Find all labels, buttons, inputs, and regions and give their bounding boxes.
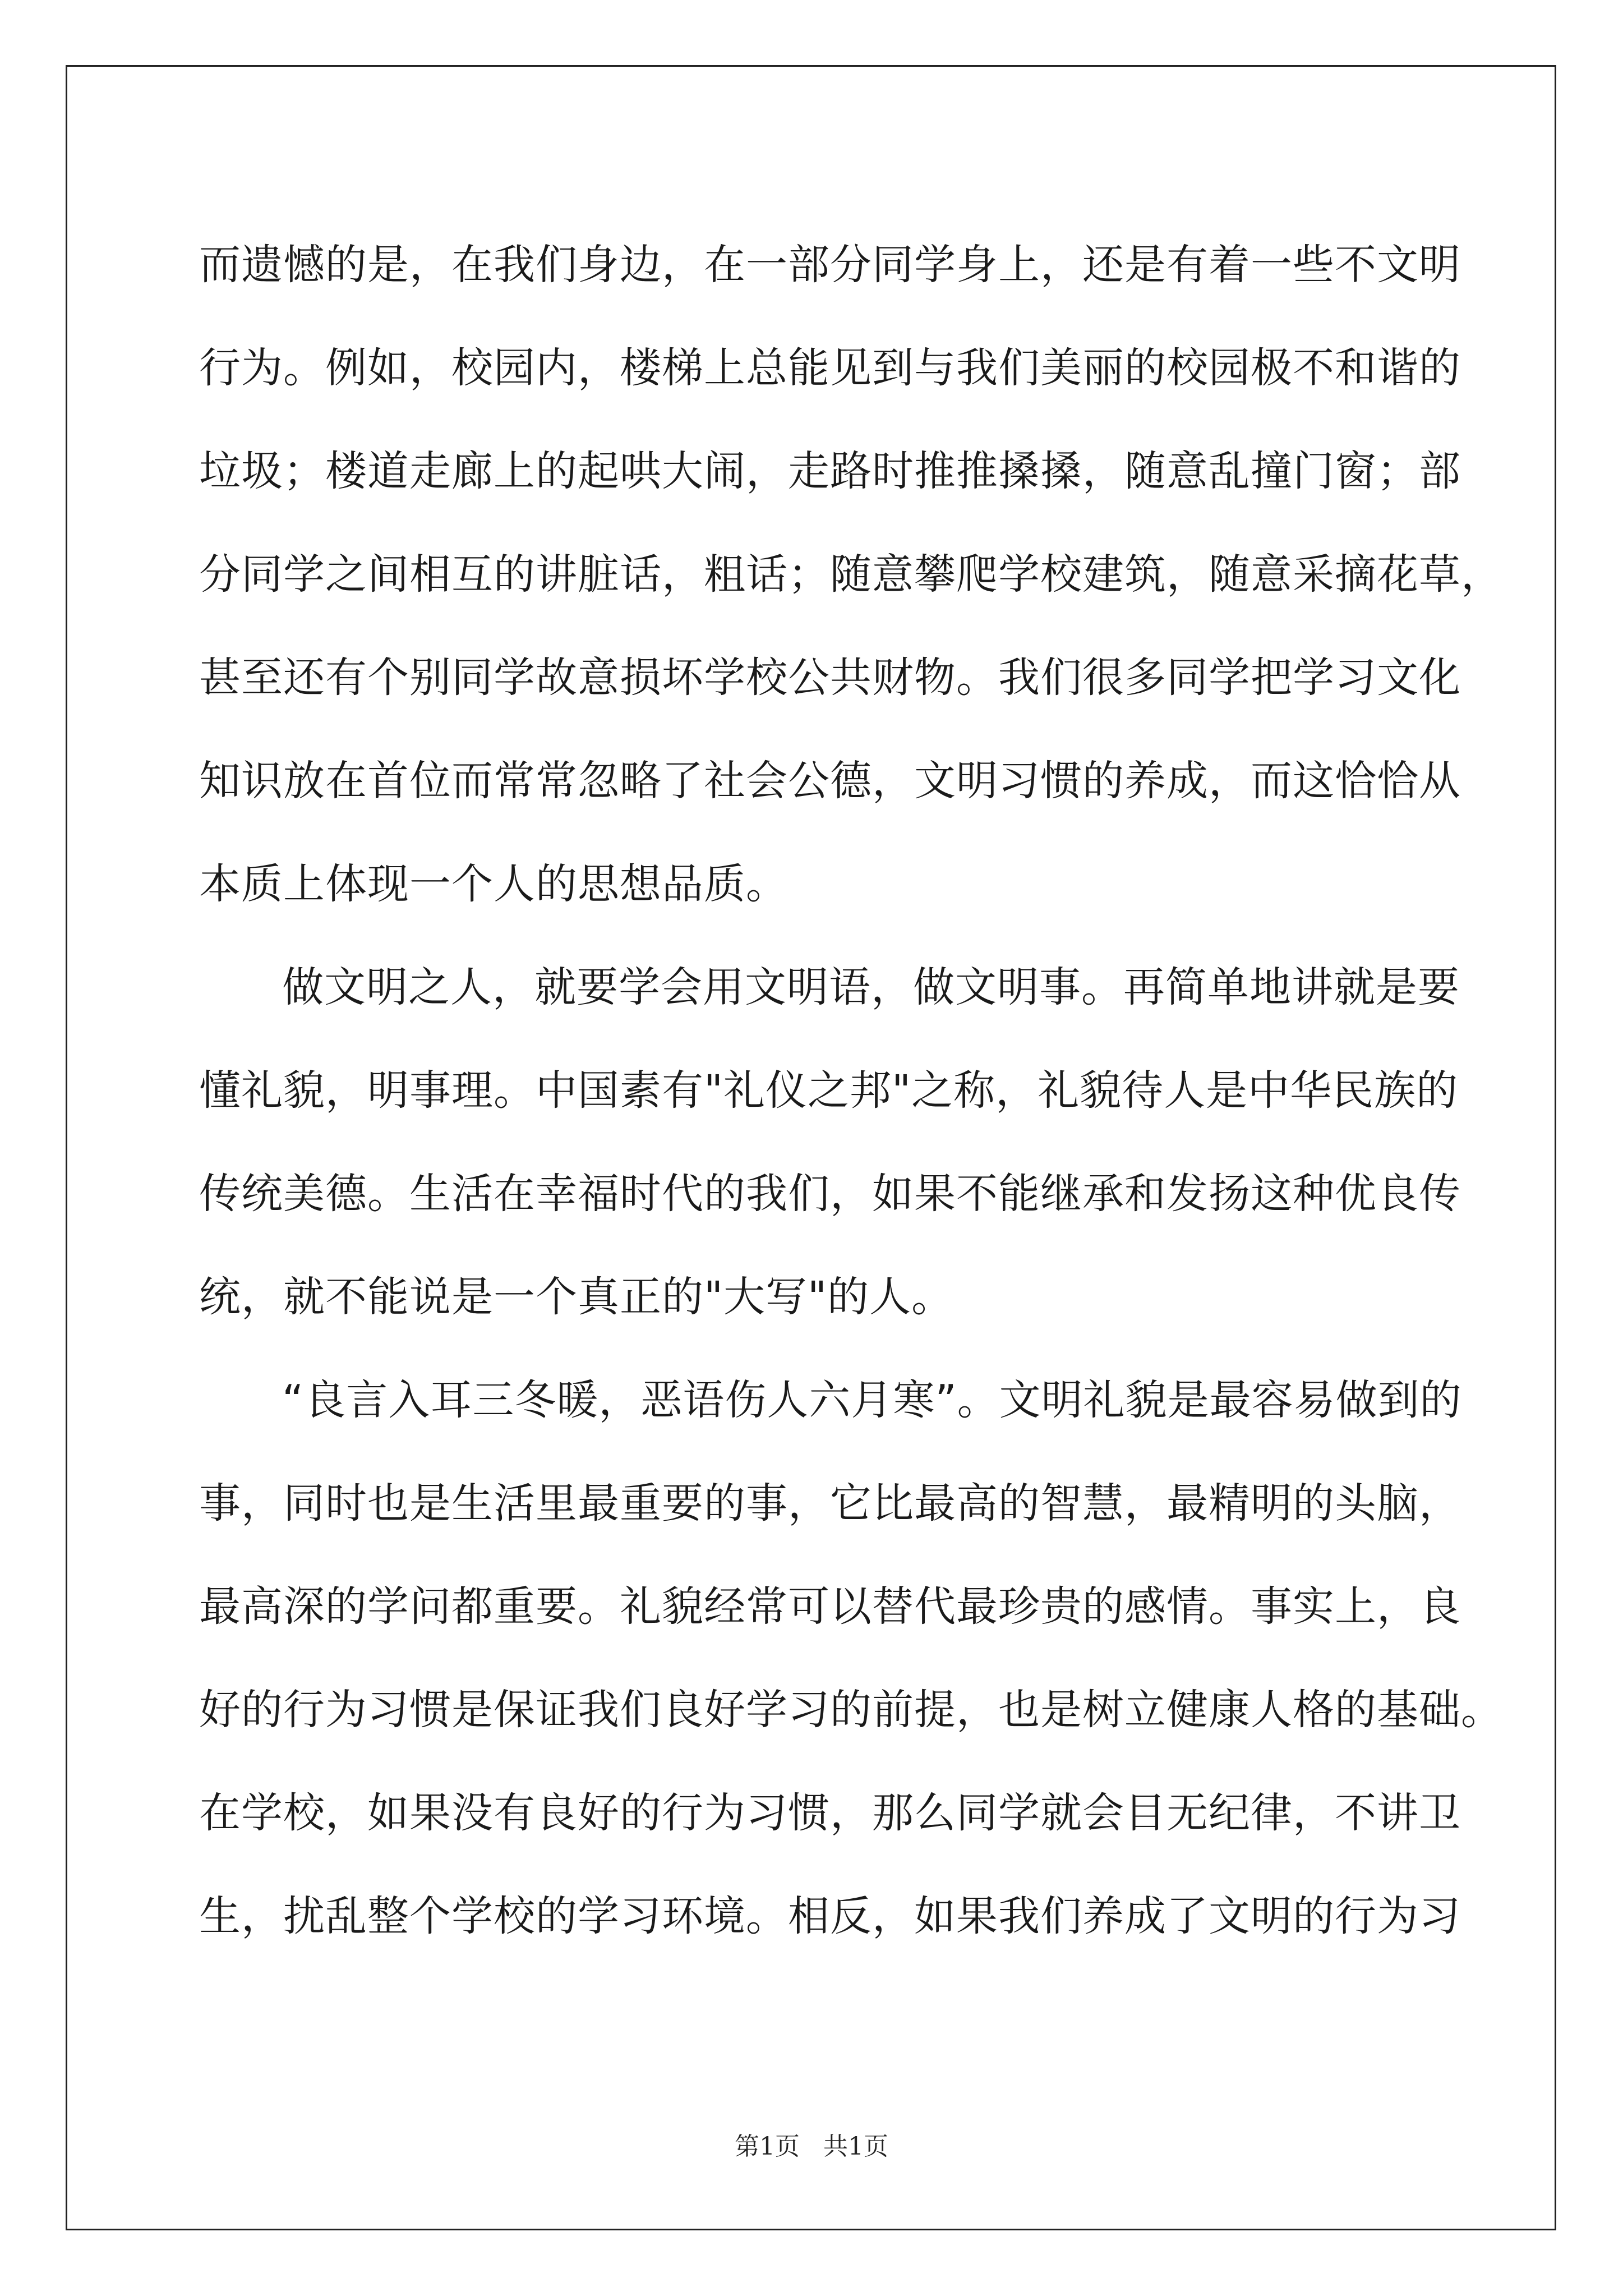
page-footer (0, 2126, 1623, 2162)
text-line: 行为。例如，校园内，楼梯上总能见到与我们美丽的校园极不和谐的 (199, 344, 1461, 392)
text-line: 最高深的学问都重要。礼貌经常可以替代最珍贵的感情。事实上，良 (199, 1582, 1461, 1631)
text-line: 传统美德。生活在幸福时代的我们，如果不能继承和发扬这种优良传 (199, 1170, 1461, 1218)
page-number: 第1页 (735, 2132, 800, 2161)
text-line: 统，就不能说是一个真正的"大写"的人。 (199, 1273, 954, 1321)
document-body (199, 213, 1503, 1968)
paragraph-start-line: 做文明之人，就要学会用文明语，做文明事。再简单地讲就是要 (282, 963, 1460, 1011)
text-line: 本质上体现一个人的思想品质。 (199, 860, 788, 908)
text-line: 事，同时也是生活里最重要的事，它比最高的智慧，最精明的头脑， (199, 1479, 1461, 1527)
text-line: 好的行为习惯是保证我们良好学习的前提，也是树立健康人格的基础。 (199, 1686, 1503, 1734)
page-total: 共1页 (823, 2132, 888, 2161)
text-line: 懂礼貌，明事理。中国素有"礼仪之邦"之称，礼貌待人是中华民族的 (199, 1066, 1459, 1115)
text-line: 生，扰乱整个学校的学习环境。相反，如果我们养成了文明的行为习 (199, 1892, 1461, 1940)
text-line: 甚至还有个别同学故意损坏学校公共财物。我们很多同学把学习文化 (199, 654, 1461, 702)
text-line: 分同学之间相互的讲脏话，粗话；随意攀爬学校建筑，随意采摘花草， (199, 550, 1503, 599)
text-line: 知识放在首位而常常忽略了社会公德，文明习惯的养成，而这恰恰从 (199, 757, 1461, 805)
paragraph-start-line: “良言入耳三冬暖，恶语伤人六月寒”。文明礼貌是最容易做到的 (282, 1376, 1462, 1424)
text-line: 而遗憾的是，在我们身边，在一部分同学身上，还是有着一些不文明 (199, 241, 1461, 289)
text-line: 在学校，如果没有良好的行为习惯，那么同学就会目无纪律，不讲卫 (199, 1789, 1461, 1837)
text-line: 垃圾；楼道走廊上的起哄大闹，走路时推推搡搡，随意乱撞门窗；部 (199, 447, 1461, 495)
